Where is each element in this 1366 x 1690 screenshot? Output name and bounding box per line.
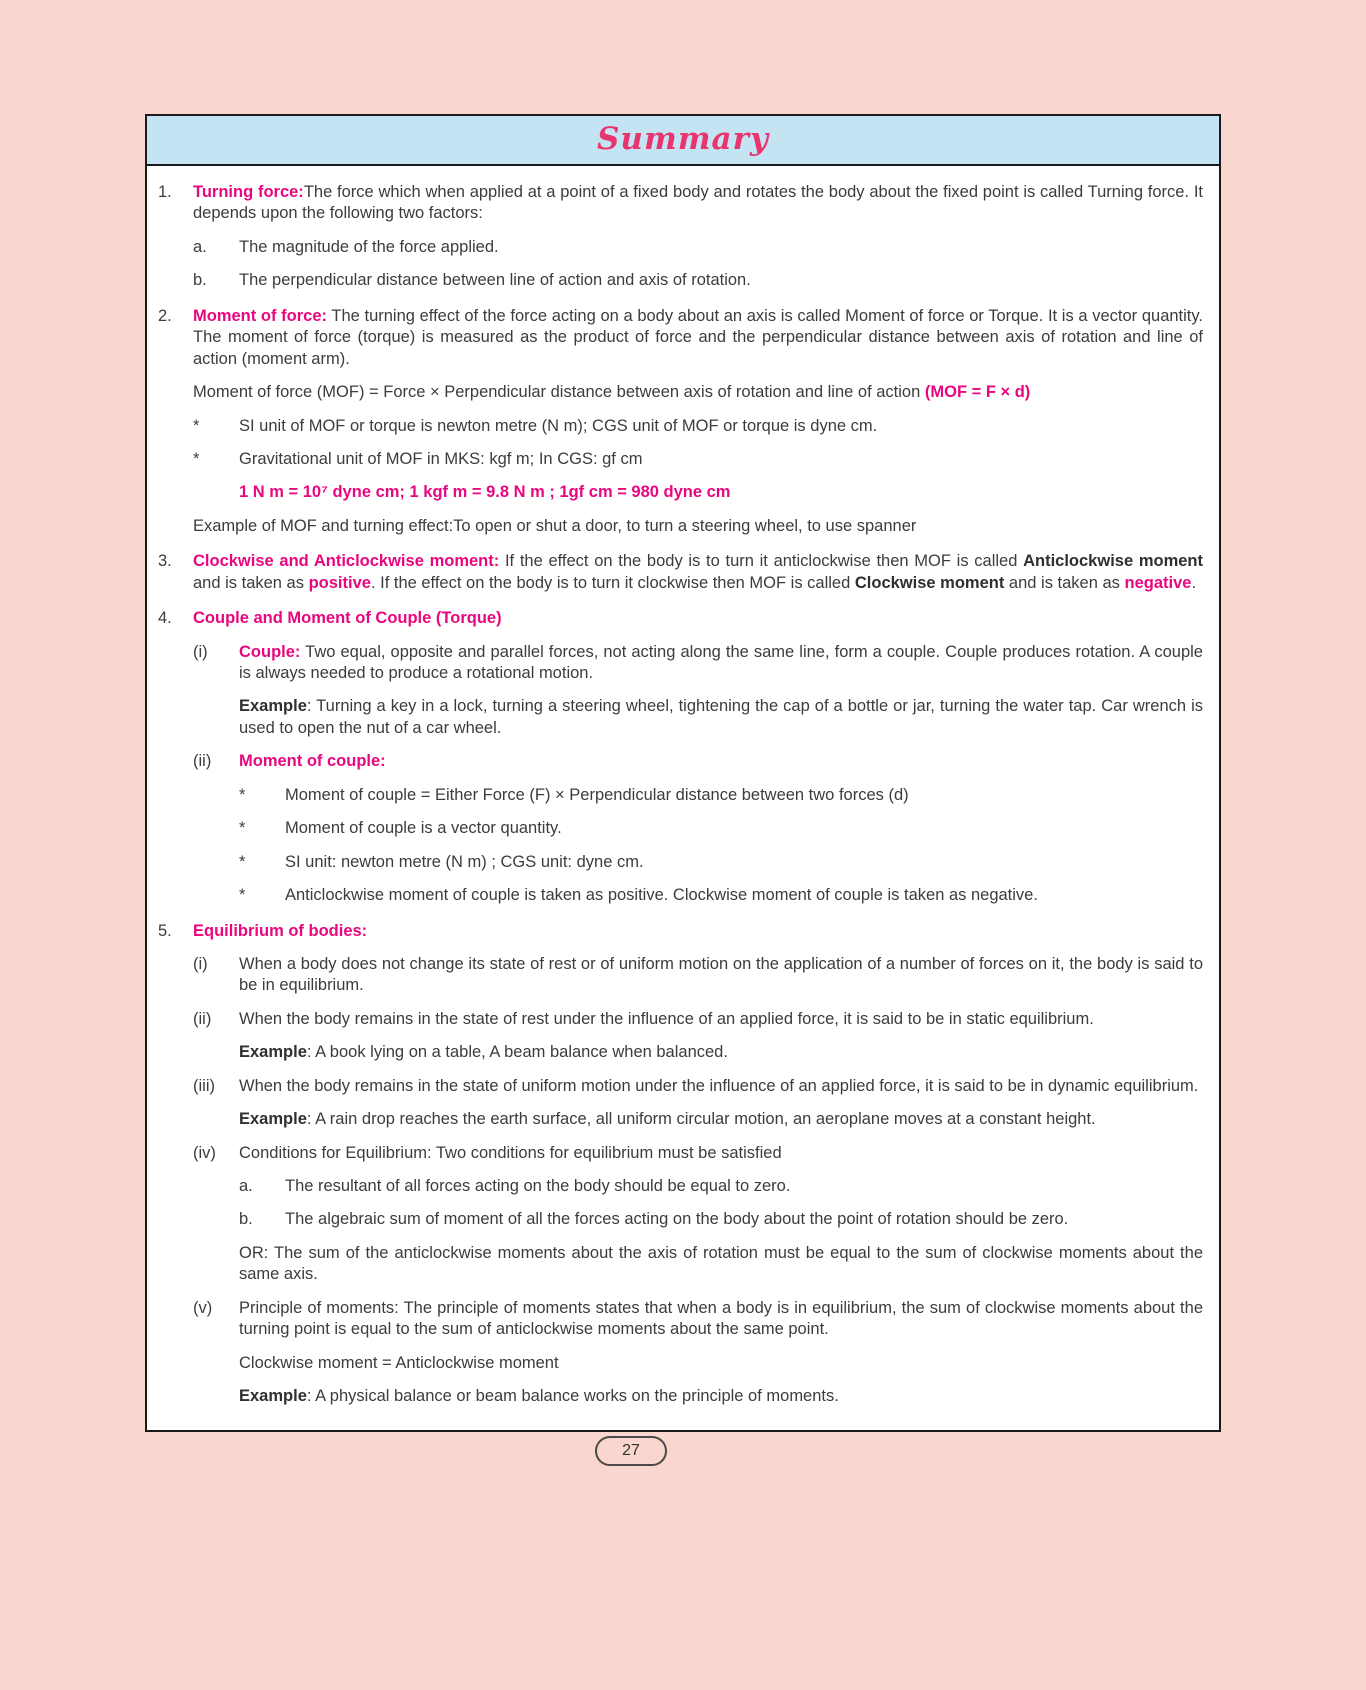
item-text: The turning effect of the force acting on a body about an axis is called Moment of force or Torque. It is a vector quantity. The moment of force (torque) is measured as the product of force and the perpendicular distance between axis of rotation and line of action (moment arm). [193,306,1203,368]
item-text: The force which when applied at a point of a fixed body and rotates the body about the fixed point is called Turning force. It depends upon the following two factors: [193,183,1203,223]
formula-line [193,382,1203,403]
summary-header [147,116,1219,166]
item-number: 1. [158,183,172,201]
item-lead: Turning force: [193,183,304,201]
sub-label: (i) [193,954,208,973]
formula-text: Moment of force (MOF) = Force × Perpendicular distance between axis of rotation and line of action [193,383,925,402]
example-label: Example [239,1387,307,1406]
bullet-item [239,785,1203,806]
example-text: : A physical balance or beam balance works on the principle of moments. [306,1387,839,1406]
item-paragraph [193,551,1203,594]
item-paragraph [193,182,1203,225]
item-text: and is taken as [1004,573,1125,592]
example-text: : Turning a key in a lock, turning a steering wheel, tightening the cap of a bottle or jar, turning the water tap. Car wrench is used to open the nut of a car wheel. [239,697,1203,737]
sub-item-ii [193,1009,1203,1064]
item-text: and is taken as [193,573,309,592]
example-line [239,1386,1203,1407]
sub-label: (v) [193,1298,213,1317]
sub-label: b. [239,1210,253,1229]
sub-label: a. [193,237,207,256]
sub-item-b [193,270,1203,291]
asterisk-bullet-icon: * [239,886,246,905]
sub-text: Two equal, opposite and parallel forces, not acting along the same line, form a couple. Couple produces rotation. A couple is always needed to produce a rotational motion. [239,642,1203,682]
sub-text: The magnitude of the force applied. [239,237,499,256]
example-line [239,696,1203,739]
accent-term: positive [308,573,371,592]
item-number: 5. [158,921,172,940]
sub-text: The algebraic sum of moment of all the forces acting on the body about the point of rotation should be zero. [285,1210,1069,1229]
sub-item-i [193,642,1203,740]
list-item-turning-force [147,182,1203,292]
bullet-text: Gravitational unit of MOF in MKS: kgf m; In CGS: gf cm [239,449,643,468]
sub-label: (ii) [193,752,212,771]
or-condition-text: OR: The sum of the anticlockwise moments about the axis of rotation must be equal to the sum of clockwise moments about the same axis. [239,1243,1203,1284]
sub-item-i [193,954,1203,997]
item-content [193,306,1203,538]
sub-text: The perpendicular distance between line of action and axis of rotation. [239,271,751,290]
list-item-equilibrium [147,921,1203,1408]
sub-text: When the body remains in the state of uniform motion under the influence of an applied force, it is said to be in dynamic equilibrium. [239,1076,1199,1095]
sub-label: (ii) [193,1009,212,1028]
item-lead: Clockwise and Anticlockwise moment: [193,552,500,571]
sub-item-iv [193,1143,1203,1286]
item-text: . [1191,573,1197,592]
asterisk-bullet-icon: * [239,852,246,871]
sub-content [239,642,1203,740]
list-item-moment-of-force [147,306,1203,538]
item-lead: Couple and Moment of Couple (Torque) [193,609,502,628]
sub-item-iii [193,1076,1203,1131]
bullet-text: Moment of couple is a vector quantity. [285,819,562,838]
sub-label: (i) [193,642,208,661]
bullet-item [239,852,1203,873]
moments-equation-line: Clockwise moment = Anticlockwise moment [239,1353,559,1372]
example-label: Example [239,1043,307,1062]
sub-sub-item-b [239,1209,1203,1230]
item-paragraph [193,306,1203,370]
sub-text: When the body remains in the state of rest under the influence of an applied force, it is said to be in static equilibrium. [239,1009,1094,1028]
bold-term: Anticlockwise moment [1023,552,1204,571]
bullet-item [239,818,1203,839]
formula-highlight: (MOF = F × d) [924,383,1031,402]
item-content [193,608,1203,906]
sub-paragraph [239,642,1203,685]
list-item-couple [147,608,1203,906]
item-content [193,921,1203,1408]
asterisk-bullet-icon: * [193,449,200,468]
sub-content [239,1076,1203,1131]
page-title: Summary [597,121,769,157]
item-content [193,551,1203,594]
example-label: Example [239,1110,307,1129]
bullet-item [193,449,1203,470]
sub-item-v [193,1298,1203,1408]
item-lead: Equilibrium of bodies: [193,921,368,940]
example-text: : A rain drop reaches the earth surface, all uniform circular motion, an aeroplane moves at a constant height. [306,1110,1096,1129]
sub-lead: Moment of couple: [239,752,386,771]
item-text: If the effect on the body is to turn it anticlockwise then MOF is called [499,552,1024,571]
sub-content [239,1298,1203,1408]
sub-sub-item-a [239,1176,1203,1197]
sub-content [239,1009,1203,1064]
bullet-item [239,885,1203,906]
example-line [239,1042,1203,1063]
sub-content [239,751,1203,906]
page-number-badge [595,1436,667,1466]
asterisk-bullet-icon: * [239,819,246,838]
sub-text: The resultant of all forces acting on the body should be equal to zero. [285,1177,791,1195]
accent-term: negative [1124,573,1192,592]
example-line [239,1109,1203,1130]
sub-item-a [193,237,1203,258]
bold-term: Clockwise moment [854,573,1005,592]
sub-label: (iii) [193,1076,215,1095]
sub-text: Principle of moments: The principle of moments states that when a body is in equilibrium, the sum of clockwise moments about the turning point is equal to the sum of anticlockwise moments about the same point. [239,1298,1203,1339]
asterisk-bullet-icon: * [239,785,246,804]
item-number: 4. [158,609,172,628]
sub-lead: Couple: [239,642,301,661]
summary-body [147,166,1219,1430]
sub-label: (iv) [193,1143,216,1162]
summary-box [145,114,1221,1432]
example-label: Example [239,697,307,716]
item-number: 3. [158,552,172,571]
sub-text: Conditions for Equilibrium: Two conditions for equilibrium must be satisfied [239,1143,782,1162]
bullet-item [193,416,1203,437]
sub-text: When a body does not change its state of rest or of uniform motion on the application of a number of forces on it, the body is said to be in equilibrium. [239,954,1203,995]
item-lead: Moment of force: [193,306,328,325]
example-line: Example of MOF and turning effect:To open or shut a door, to turn a steering wheel, to use spanner [193,516,917,535]
bullet-text: SI unit of MOF or torque is newton metre (N m); CGS unit of MOF or torque is dyne cm. [239,416,878,435]
sub-label: a. [239,1177,253,1195]
sub-content [239,1143,1203,1286]
item-text: . If the effect on the body is to turn it clockwise then MOF is called [370,573,855,592]
bullet-text: SI unit: newton metre (N m) ; CGS unit: dyne cm. [285,852,644,871]
item-number: 2. [158,306,172,325]
bullet-text: Anticlockwise moment of couple is taken as positive. Clockwise moment of couple is taken as negative. [285,886,1038,905]
sub-label: b. [193,271,207,290]
list-item-clockwise-anticlockwise [147,551,1203,594]
unit-conversion-line: 1 N m = 10⁷ dyne cm; 1 kgf m = 9.8 N m ; 1gf cm = 980 dyne cm [239,483,731,502]
sub-item-ii [193,751,1203,906]
bullet-text: Moment of couple = Either Force (F) × Perpendicular distance between two forces (d) [285,785,909,804]
page-number: 27 [622,1442,640,1459]
asterisk-bullet-icon: * [193,416,200,435]
example-text: : A book lying on a table, A beam balance when balanced. [306,1043,728,1062]
item-content [193,182,1203,292]
